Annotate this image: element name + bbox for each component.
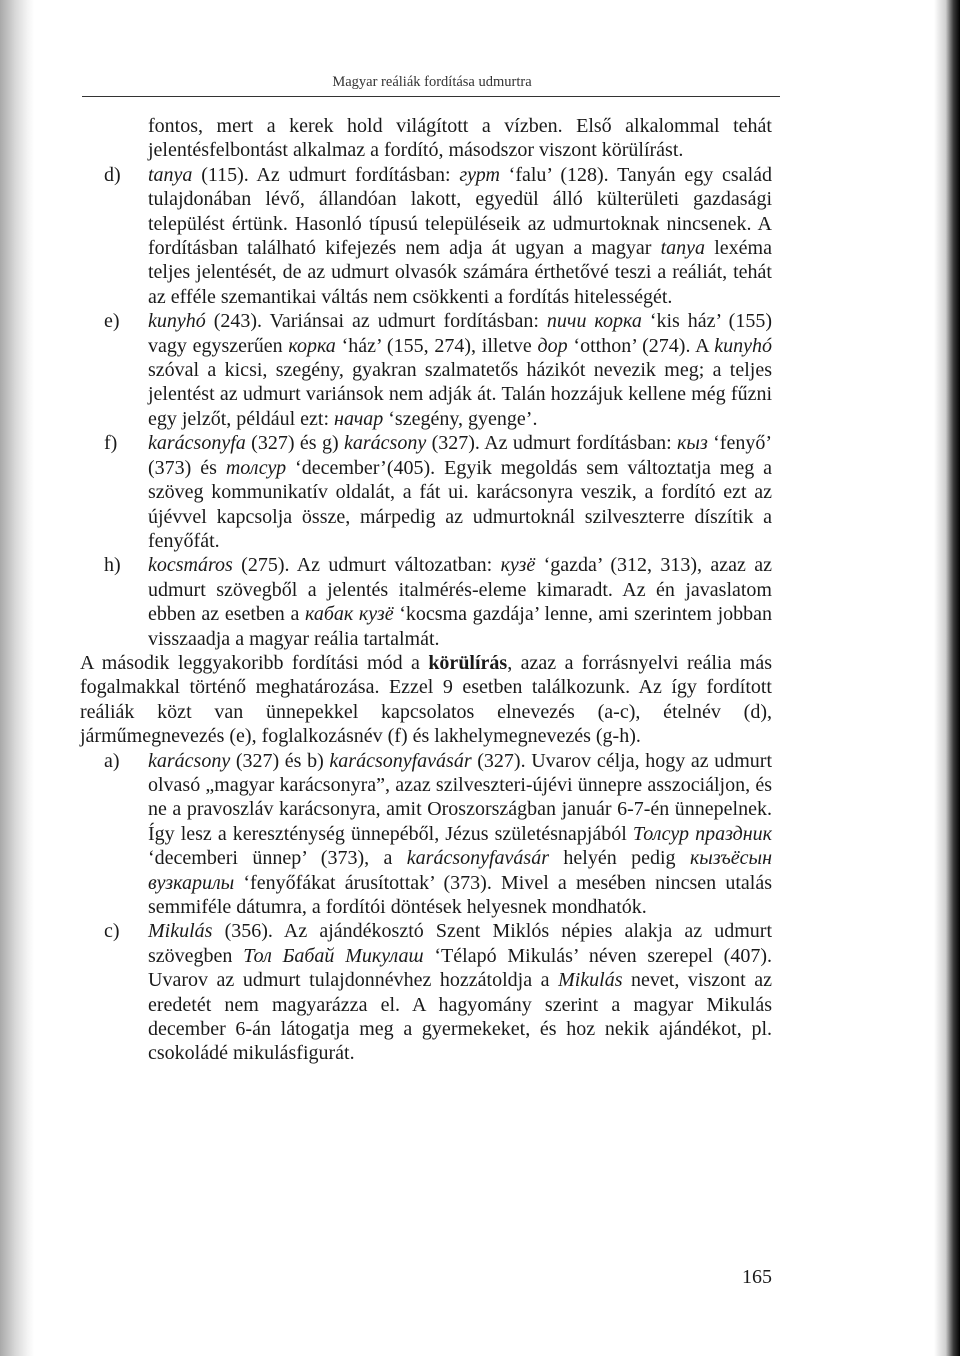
- italic-term: karácsony: [344, 432, 427, 455]
- text-run: lexéma teljes jelentését, de az udmurt olvasók számára érthetővé teszi a reáliát, tehát az efféle szemantikai váltás nem csökkenti a fordítás hitelességét.: [148, 237, 772, 308]
- italic-term: корка: [288, 334, 336, 357]
- italic-term: karácsonyfavásár: [406, 847, 549, 870]
- bold-term: körülírás: [428, 651, 508, 674]
- list-marker: d): [104, 163, 121, 186]
- italic-term: karácsonyfa: [148, 432, 246, 455]
- list-marker: h): [104, 554, 121, 577]
- text-run: fontos, mert a kerek hold világított a vízben. Első alkalommal tehát jelentésfelbontást alkalmaz a fordító, másodszor viszont körülírást.: [148, 115, 772, 162]
- italic-term: kunyhó: [714, 334, 772, 357]
- list-item-text: [148, 309, 772, 431]
- text-run: nevet, viszont az eredetét nem magyarázza el. A hagyomány szerint a magyar Mikulás december 6-án látogatja meg a gyermekeket, és hoz nekik ajándékot, pl. csokoládé mikulásfigurát.: [148, 969, 772, 1065]
- italic-term: пичи корка: [546, 310, 642, 333]
- italic-term: толсур: [225, 456, 287, 479]
- italic-term: начар: [334, 407, 384, 430]
- list-marker: a): [104, 749, 120, 772]
- text-run: ‘gazda’ (312, 313), azaz az udmurt szövegből a jelentés italmérés-eleme kimaradt. Az én javaslatom ebben az esetben a: [148, 554, 772, 626]
- text-run: (327). Uvarov célja, hogy az udmurt olvasó „magyar karácsonyra”, azaz szilveszteri-újévi ünnepre asszociáljon, és ne a pravoszláv karácsonyra, amit Oroszországban január 6-7-én ünnepelnek. Így lesz a kereszténység ünnepéből, Jézus születésnapjából: [148, 749, 773, 845]
- list-marker: f): [104, 432, 118, 455]
- text-run: ‘december’(405). Egyik megoldás sem változtatja meg a szöveg kommunikatív oldalát, a fát ui. karácsonyra veszik, a fordító ezt az újévvel kapcsolja össze, márpedig az udmurtoknál szilveszterre díszítik a fenyőfát.: [148, 456, 773, 552]
- list-item-text: [148, 553, 772, 651]
- text-run: ‘decemberi ünnep’ (373), a: [148, 847, 407, 870]
- running-header: Magyar reáliák fordítása udmurtra: [332, 74, 532, 90]
- text-run: , azaz a forrásnyelvi reália más fogalmakkal történő meghatározása. Ezzel 9 esetben találkozunk. Az így fordított reáliák közt van ünnepekkel kapcsolatos elnevezés (a-c), ételnév (d), járműmegnevezés (e), foglalkozásnév (f) és lakhelymegnevezés (g-h).: [80, 651, 773, 748]
- list-item-text: [148, 431, 772, 553]
- text-run: (275). Az udmurt változatban:: [232, 554, 501, 577]
- italic-term: Mikulás: [558, 969, 623, 992]
- list-item-e: [80, 309, 772, 431]
- italic-term: karácsony: [148, 749, 231, 772]
- text-run: ‘fenyő’ (373) és: [148, 432, 773, 479]
- text-run: szóval a kicsi, szegény, gyakran szalmatetős házikót nevezik meg; a teljes jelentést az udmurt variánsok nem adják át. Talán hozzájuk kellene még fűzni egy jelzőt, például ezt:: [148, 359, 772, 430]
- list-marker: c): [104, 920, 120, 943]
- italic-term: karácsonyfavásár: [329, 749, 472, 772]
- text-run: ‘otthon’ (274). A: [567, 334, 715, 357]
- example-list-1: [80, 163, 772, 651]
- text-run: ‘kis ház’ (155) vagy egyszerűen: [148, 310, 772, 357]
- italic-term: tanya: [148, 163, 193, 186]
- text-run: (243). Variánsai az udmurt fordításban:: [205, 310, 547, 333]
- italic-term: Mikulás: [148, 920, 213, 943]
- italic-term: кызъёсын вузкарилы: [148, 847, 772, 894]
- text-run: ‘kocsma gazdája’ lenne, ami szerintem jobban visszaadja a magyar reália tartalmát.: [148, 603, 772, 650]
- text-run: ‘falu’ (128). Tanyán egy család tulajdonában lévő, állandóan lakott, egyedül álló külterületi gazdasági települést értünk. Hasonló típusú településeik az udmurtoknak nincsenek. A fordításban található kifejezés nem adja át ugyan a magyar: [148, 163, 772, 260]
- text-run: ‘fenyőfákat árusítottak’ (373). Mivel a mesében nincsen utalás semmiféle dátumra, a fordítói döntések helyesnek mondhatók.: [148, 871, 772, 918]
- text-run: (356). Az ajándékosztó Szent Miklós népies alakja az udmurt szövegben: [148, 920, 772, 967]
- scan-left-edge-shadow: [0, 0, 34, 1356]
- text-run: ‘Télapó Mikulás’ néven szerepel (407). Uvarov az udmurt tulajdonnévhez hozzátoldja a: [148, 944, 772, 992]
- list-item-d: [80, 163, 772, 309]
- list-item-f: [80, 431, 772, 553]
- italic-term: кузё: [500, 554, 536, 577]
- text-run: ‘ház’ (155, 274), illetve: [335, 334, 538, 357]
- text-run: ‘szegény, gyenge’.: [383, 407, 538, 430]
- text-run: (327) és b): [230, 749, 330, 772]
- italic-term: Толсур праздник: [632, 822, 772, 845]
- continuation-text: [80, 114, 772, 163]
- text-run: (115). Az udmurt fordításban:: [192, 163, 460, 186]
- list-item-h: [80, 553, 772, 651]
- text-run: A második leggyakoribb fordítási mód a: [80, 651, 429, 674]
- header-rule: [82, 96, 780, 97]
- italic-term: гурт: [459, 163, 500, 186]
- list-item-text: [148, 919, 772, 1065]
- text-run: helyén pedig: [549, 847, 690, 870]
- italic-term: tanya: [660, 237, 706, 260]
- page-number: 165: [742, 1266, 772, 1288]
- body-paragraph: [80, 651, 772, 749]
- italic-term: кабак кузё: [305, 603, 394, 626]
- list-marker: e): [104, 310, 120, 333]
- italic-term: дор: [537, 334, 568, 357]
- list-item-text: [148, 749, 772, 920]
- scan-right-edge-shadow: [934, 0, 960, 1356]
- list-item-a: [80, 749, 772, 920]
- list-item-c: [80, 919, 772, 1065]
- italic-term: Тол Бабай Микулаш: [243, 944, 424, 967]
- list-item-text: [148, 163, 772, 309]
- italic-term: kocsmáros: [148, 554, 233, 577]
- text-run: (327) és g): [245, 432, 344, 455]
- italic-term: кыз: [677, 432, 708, 455]
- example-list-2: [80, 749, 772, 1066]
- italic-term: kunyhó: [148, 310, 206, 333]
- continuation-paragraph: [148, 114, 772, 163]
- text-run: (327). Az udmurt fordításban:: [426, 432, 678, 455]
- page-body: [80, 114, 772, 1066]
